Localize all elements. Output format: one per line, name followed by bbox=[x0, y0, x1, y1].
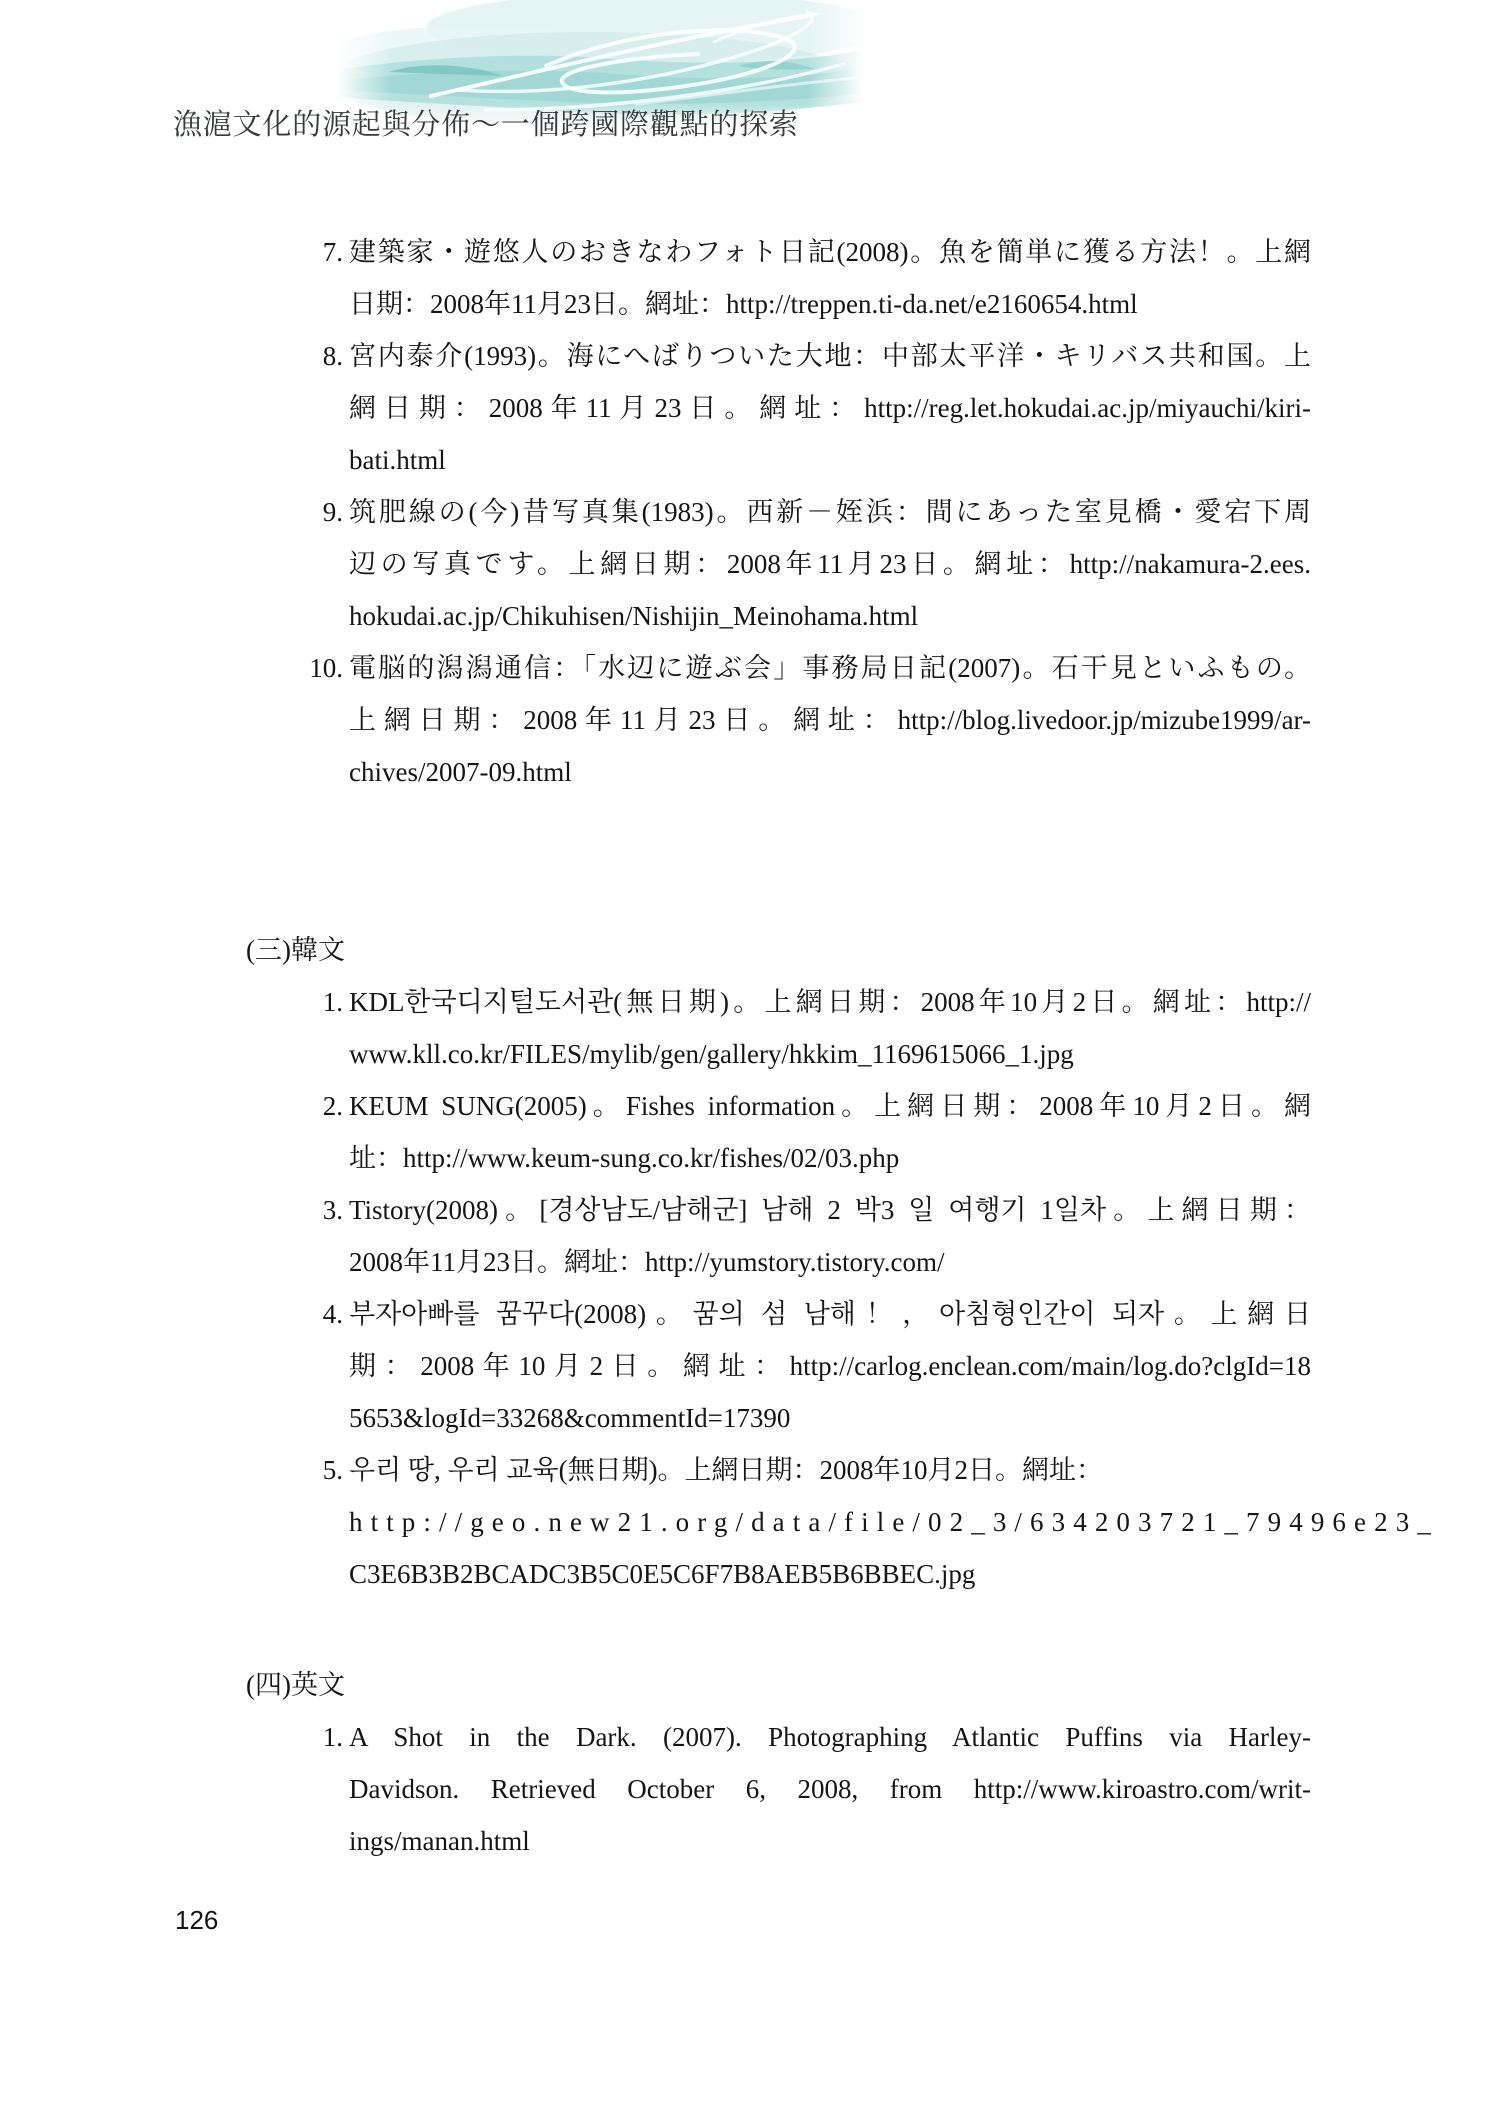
reference-item bbox=[322, 486, 1311, 642]
reference-item bbox=[322, 1711, 1311, 1867]
reference-number: 10. bbox=[309, 653, 343, 683]
reference-item bbox=[322, 330, 1311, 486]
page-header-title: 漁滬文化的源起與分佈～一個跨國際觀點的探索 bbox=[173, 109, 799, 141]
reference-item bbox=[322, 976, 1311, 1080]
page-number: 126 bbox=[175, 1905, 219, 1935]
reference-line: 宮内泰介(1993)。海にへばりついた大地：中部太平洋・キリバス共和国。上 bbox=[349, 341, 1311, 371]
reference-number: 2. bbox=[322, 1091, 343, 1121]
reference-line: 址：http://www.keum-sung.co.kr/fishes/02/03.php bbox=[349, 1143, 900, 1173]
reference-line: KDL한국디지털도서관(無日期)。上網日期：2008年10月2日。網址：http:// bbox=[349, 987, 1311, 1017]
reference-item bbox=[309, 642, 1311, 798]
reference-line: chives/2007-09.html bbox=[349, 757, 572, 787]
reference-number: 3. bbox=[322, 1195, 343, 1225]
reference-list-korean bbox=[322, 976, 1439, 1600]
reference-number: 7. bbox=[322, 237, 343, 267]
reference-line: 期：2008年10月2日。網址：http://carlog.enclean.com/main/log.do?clgId=18 bbox=[349, 1351, 1311, 1381]
reference-line: hokudai.ac.jp/Chikuhisen/Nishijin_Meinohama.html bbox=[349, 601, 919, 631]
section-heading-korean: (三)韓文 bbox=[246, 935, 345, 965]
reference-item bbox=[322, 1444, 1439, 1600]
reference-line: C3E6B3B2BCADC3B5C0E5C6F7B8AEB5B6BBEC.jpg bbox=[349, 1559, 976, 1589]
reference-line: www.kll.co.kr/FILES/mylib/gen/gallery/hkkim_1169615066_1.jpg bbox=[349, 1039, 1074, 1069]
section-heading-english: (四)英文 bbox=[246, 1670, 345, 1700]
reference-line: 2008年11月23日。網址：http://yumstory.tistory.com/ bbox=[349, 1247, 945, 1277]
reference-line: A Shot in the Dark. (2007). Photographing Atlantic Puffins via Harley- bbox=[349, 1722, 1311, 1752]
reference-line: Davidson. Retrieved October 6, 2008, from http://www.kiroastro.com/writ- bbox=[349, 1774, 1311, 1804]
reference-list-japanese bbox=[309, 226, 1311, 798]
reference-line: KEUM SUNG(2005)。Fishes information。上網日期：2008年10月2日。網 bbox=[349, 1091, 1311, 1121]
reference-item bbox=[322, 1288, 1311, 1444]
reference-line: 日期：2008年11月23日。網址：http://treppen.ti-da.net/e2160654.html bbox=[349, 289, 1138, 319]
reference-line: 辺の写真です。上網日期：2008年11月23日。網址：http://nakamura-2.ees. bbox=[349, 549, 1311, 579]
reference-line: 우리 땅, 우리 교육(無日期)。上網日期：2008年10月2日。網址： bbox=[349, 1455, 1104, 1485]
reference-number: 1. bbox=[322, 987, 343, 1017]
reference-line: ings/manan.html bbox=[349, 1826, 530, 1856]
reference-line: bati.html bbox=[349, 445, 446, 475]
reference-line: 5653&logId=33268&commentId=17390 bbox=[349, 1403, 791, 1433]
reference-line: 부자아빠를 꿈꾸다(2008)。꿈의 섬 남해！，아침형인간이 되자。上網日 bbox=[349, 1299, 1311, 1329]
reference-line: Tistory(2008)。[경상남도/남해군] 남해 2 박3 일 여행기 1일차。上網日期： bbox=[349, 1195, 1311, 1225]
reference-item bbox=[322, 226, 1311, 330]
reference-number: 5. bbox=[322, 1455, 343, 1485]
reference-item bbox=[322, 1184, 1311, 1288]
reference-line: http://geo.new21.org/data/file/02_3/634203721_79496e23_ bbox=[349, 1507, 1439, 1537]
reference-line: 網日期：2008年11月23日。網址：http://reg.let.hokudai.ac.jp/miyauchi/kiri- bbox=[349, 393, 1311, 423]
reference-number: 4. bbox=[322, 1299, 343, 1329]
reference-line: 上網日期：2008年11月23日。網址：http://blog.livedoor.jp/mizube1999/ar- bbox=[349, 705, 1311, 735]
reference-line: 筑肥線の(今)昔写真集(1983)。西新－姪浜：間にあった室見橋・愛宕下周 bbox=[349, 497, 1311, 527]
reference-line: 建築家・遊悠人のおきなわフォト日記(2008)。魚を簡単に獲る方法！。上網 bbox=[349, 237, 1311, 267]
reference-number: 9. bbox=[322, 497, 343, 527]
reference-number: 1. bbox=[322, 1722, 343, 1752]
reference-number: 8. bbox=[322, 341, 343, 371]
reference-item bbox=[322, 1080, 1311, 1184]
reference-line: 電脳的潟潟通信：「水辺に遊ぶ会」事務局日記(2007)。石干見といふもの。 bbox=[349, 653, 1311, 683]
reference-list-english bbox=[322, 1711, 1311, 1867]
